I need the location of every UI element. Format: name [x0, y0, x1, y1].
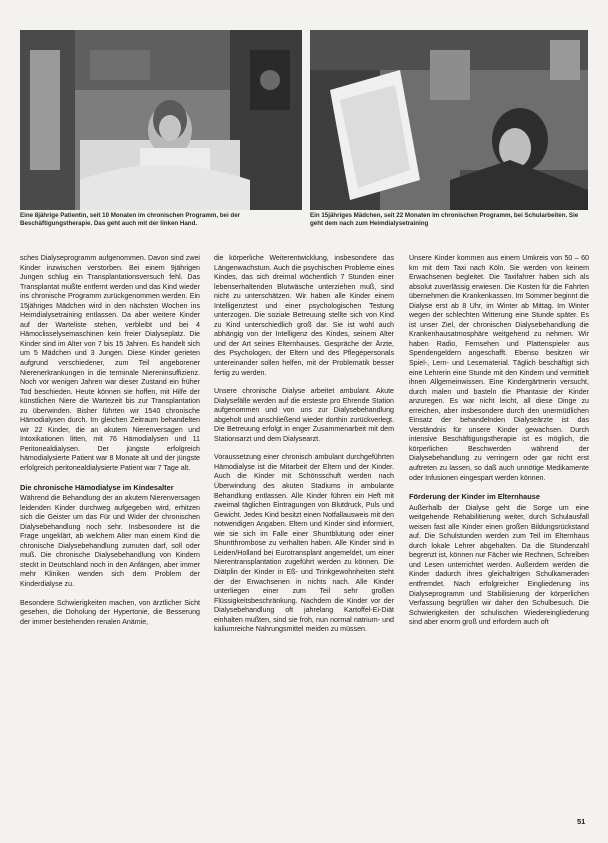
column1-paragraph-3: Besondere Schwierigkeiten machen, von ärztlicher Sicht gesehen, die Doholung der Hypertonie, die Besserung der immer bestehenden renalen Anämie, — [20, 598, 200, 626]
column2-paragraph-3: Voraussetzung einer chronisch ambulant durchgeführten Hämodialyse ist die Mitarbeit der Eltern und der Kinder. Auch die Kinder mit Schönsschuft werden nach Überwindung des akuten Stadiums in ambulante Behandlung entlassen. Alle Kinder führen ein Heft mit zweimal täglichen Eintragungen von Blutdruck, Puls und Gewicht. Jedes Kind besitzt einen Notfallausweis mit den notwendigen Angaben. Eltern und Kinder sind informiert, wie sie sich im Falle einer Shuntblutung oder einer Shuntthrombose zu verhalten haben. Alle Kinder sind in Leiden/Holland bei Eurotransplant angemeldet, um einer Nierentransplantation zugeführt werden zu können. Die Diätplin der Kinder in Eß- und Trinkgewohnheiten steht der der Erwachsenen in nichts nach. Alle Kinder unterliegen einer zum Teil sehr großen Flüssigkeitsbeschränkung. Nachdem die Kinder vor der Dialysebehandlung oft jahrelang Kartoffel-Ei-Diät einhalten mußten, sind sie froh, nun normal natrium- und kaliumreiche Nahrungsmittel meiden zu müssen. — [214, 453, 394, 634]
text-column-2 — [214, 254, 394, 829]
text-column-3 — [409, 254, 589, 829]
column2-paragraph-1: die körperliche Weiterentwicklung, insbesondere das Längenwachstum. Auch die psychischen Probleme eines Kindes, das sich dreimal wöchentlich 7 Stunden einer lebenserhaltenden Blutwäsche unterziehen muß, sind nicht zu unterschätzen. Wir haben alle Kinder einem Intelligenztest und einer psychologischen Testung unterzogen. Die soziale Betreuung stellte sich von Kind zu Kind unterschiedlich groß dar. Sie ist wohl auch abhängig von der Intelligenz des Kindes, seinem Alter und der Art seines Elternhauses. Gespräche der Ärzte, des Psychologen, der Eltern und des Pflegepersonals untereinander sollen helfen, mit der Problematik besser fertig zu werden. — [214, 254, 394, 377]
column2-paragraph-2: Unsere chronische Dialyse arbeitet ambulant. Akute Dialysefälle werden auf die ersteste pro Ehrende Station aufgenommen und von uns zur Dialysebehandlung abgeholt und anschließend wieder dorthin zurückverlegt. Die Betreuung erfolgt in enger Zusammenarbeit mit dem Stationsarzt und dem Dialysearzt. — [214, 387, 394, 443]
photo-right-image — [310, 30, 588, 210]
column3-heading: Förderung der Kinder im Elternhause — [409, 492, 540, 502]
photo-caption-left: Eine 8jährige Patientin, seit 10 Monaten im chronischen Programm, bei der Beschäftigungstherapie. Das geht auch mit der linken Hand. — [20, 212, 241, 227]
photo-girl-occupational-therapy — [20, 30, 302, 210]
column3-paragraph-1: Unsere Kinder kommen aus einem Umkreis von 50 – 60 km mit dem Taxi nach Köln. Sie werden von keinem Erwachsenen begleitet. Die Taxifahrer haben sich als absolut zuverlässig erwiesen. Die Kosten für die Fahrten übernehmen die Krankenkassen. Im Sommer beginnt die Dialyse erst ab 8 Uhr, im Winter ab Mittag. Im Winter wegen der schlechten Witterung eine Stunde später. Es ist unser Ziel, der chronischen Dialysebehandlung die Krankenhausatmosphäre weitgehend zu nehmen. Wir haben Radio, Fernsehen und Plattenspieler aus Spendengeldern angeschafft. Ebenso besitzen wir Spiel-, Lern- und Lesematerial. Täglich beschäftigt sich eine Lehrerin eine Stunde mit den Kindern und vermittelt ihnen Allgemeinwissen. Eine Kindergärtnerin versucht, durch malen und basteln die Phantasie der Kinder anzuregen. Es war nicht leicht, all diese Dinge zu erreichen, aber insbesondere durch den unermüdlichen Einsatz der behandelnden Dialyseärzte ist das Verständnis für unsere Kinder gewachsen. Durch intensive Beschäftigungstherapie ist es möglich, die körperlichen Beschwerden während der Dialysebehandlung zu verringern oder gar nicht erst auftreten zu lassen, so daß auch unnötige Medikamente oder Infusionen eingespart werden können. — [409, 254, 589, 482]
photo-girl-schoolwork — [310, 30, 588, 210]
text-column-1 — [20, 254, 200, 829]
column1-paragraph-1: sches Dialyseprogramm aufgenommen. Davon sind zwei Kinder inzwischen verstorben. Bei einem 9jährigen Jungen schlug ein Transplantationsversuch fehl. Das Transplantat mußte entfernt werden und das Kind wieder ins chronische Programm zurückgenommen werden. Ein 15jähriges Mädchen wird in den nächsten Wochen ins Heimdialysetraining entlassen. Da aber weitere Kinder auf der Warteliste stehen, verbleibt und bei 4 Hämoclisselysemaschinen kein freier Dialyseplatz. Die Kinder sind im Alter von 7 bis 15 Jahren. Es handelt sich um 5 Mädchen und 3 Jungen. Diese Kinder gerieten aufgrund verschiedener, zum Teil angeborener Nierenerkrankungen in die terminale Niereninsuffizienz. Noch vor wenigen Jahren war dieser Zustand ein früher Tod beschieden. Heute können sie hoffen, mit Hilfe der künstlichen Niere die Wartezeit bis zur Transplantation zu überwinden. Bisher führten wir 1540 chronische Hämodialysen durch. Im gleichen Zeitraum behandelten wir 22 Kinder, die an akutem Nierenversagen und Intoxikationen litten, mit 76 Hämodialysen und 11 Peritonealdialysen. Der jüngste erfolgreich hämodialysierte Patient war 8 Monate alt und der jüngste erfolgreich peritonealdialysierte Patient war 7 Tage alt. — [20, 254, 200, 473]
column3-paragraph-2: Außerhalb der Dialyse geht die Sorge um eine weitgehende Rehabilitierung weiter, durch Schulausfall weisen fast alle Kinder einen großen Bildungsrückstand auf. Die Schulstunden werden zum Teil im Elternhaus durch lokale Lehrer abgehalten. Da die Stundenzahl begrenzt ist, können nur Fächer wie Rechnen, Schreiben und Lesen unterrichtet werden. Außerdem werden die Kinder dadurch ihres gleichaltrigen Schulkameraden entfremdet. Nach erfolgreicher Eingliederung ins Dialyseprogramm und Stabilisierung der körperlichen Verfassung begrüßen wir daher den Schulbesuch. Die Schwierigkeiten der schulischen Wiedereingliederung sind aber enorm groß und erfordern auch oft — [409, 503, 589, 627]
column1-paragraph-2: Während die Behandlung der an akutem Nierenversagen leidenden Kinder durchweg aufgegeben wird, erhitzen sich die Geister um das Für und Wider der chronischen Dialysebehandlung noch sehr. Insbesondere ist die Frage ungeklärt, ab welchem Alter man einem Kind die chronische Dialysebehandlung zumuten darf, soll oder muß. Die chronische Dialysebehandlung von Kindern steckt in Deutschland noch in den Anfängen, aber immer mehr Kliniken wenden sich dem Problem der Kinderdialyse zu. — [20, 494, 200, 588]
photo-left-image — [20, 30, 302, 210]
page-number: 51 — [577, 817, 586, 826]
photo-caption-right: Ein 15jähriges Mädchen, seit 22 Monaten im chronischen Programm, bei Schularbeiten. Sie geht dem nach zum Heimdialysetraining — [310, 212, 579, 227]
column1-heading: Die chronische Hämodialyse im Kindesalter — [20, 482, 174, 492]
